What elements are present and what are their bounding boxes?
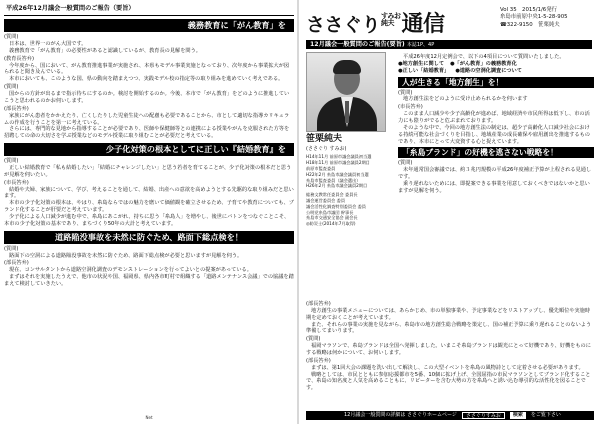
intro-text: 平成26年度12月定例会で、以下の4項目について質問いたしました。: [403, 54, 565, 60]
career-item: 糸島市監査委員（議会選出）: [306, 177, 361, 183]
footer-suffix: をご覧下さい: [530, 412, 561, 418]
masthead: [302, 4, 596, 50]
qa-text: 正しい結婚教育で「私も結婚したい」「結婚にチャレンジしたい」と思う若者を育てることが、少子化対策の根本だと思うが見解を伺いたい。: [4, 164, 292, 178]
search-button[interactable]: 検索: [510, 412, 526, 419]
qa-text: 地方創生の事業メニューについては、あらかじめ、市の単独事業や、予定事業などをリストアップし、優先順位や実施時期を定めておくことが考えています。: [306, 307, 591, 321]
profile-name: 笹栗純夫: [306, 134, 343, 144]
career-item: 前原市監査委員: [306, 166, 336, 172]
toc-item: ●正しい「結婚教育」: [398, 67, 450, 74]
issue-info: [500, 7, 568, 29]
role-item: ◎防災士(2014年7月取得): [306, 221, 356, 227]
logo-text-1: ささぐり: [306, 14, 381, 36]
page-fold: [297, 0, 299, 424]
left-page: [4, 4, 294, 420]
portrait-hair: [333, 60, 361, 74]
footer-bar: [306, 411, 594, 420]
section-marriage-education: [4, 158, 294, 228]
toc-item: ●「がん教育」の義務教育化: [450, 60, 517, 67]
role-item: 議会運営委員会 委員: [306, 198, 346, 204]
qa-text: 家族にがん患者をかかえたり、亡くしたりした児童生徒への配慮も必要であることから、市として適切な指導カリキュラムの作成を行うことを第一に考えている。: [4, 112, 290, 126]
career-item: H26年2月 糸島市議会議員2期目: [306, 183, 368, 189]
qa-label: (部長答弁): [4, 260, 29, 267]
section-cancer-education: [4, 34, 294, 140]
qa-text: また、それらの事業の実施を見ながら、糸島市の地方創生総合戦略を策定し、国の補正予算に乗り遅れることのないよう準備してまいります。: [306, 321, 592, 335]
toc-item: ●地方創生に関して: [398, 60, 445, 67]
qa-label: (質問): [306, 336, 321, 343]
profile-reading: (ささぐり すみお): [306, 145, 347, 152]
page-footer: Net: [145, 414, 153, 420]
qa-text: まずは、第1回大会の課題を洗い出して解決し、この大型イベントを糸島の風物詩として定着させる必要があります。: [311, 364, 584, 371]
qa-text: 地方創生法をどのように受け止められるかを伺います: [403, 96, 528, 103]
qa-label: (質問): [398, 160, 413, 167]
qa-text: 福岡マラソンで、糸島ブランドは全国へ発揮しました。いまこそ糸島ブランドは観光にとって好機であり、好機をものにする戦略は何かについて、お伺いします。: [306, 343, 591, 357]
qa-text: 現在、コンサルタントから道路空洞化調査のデモンストレーションを行ってよいとの提案があっている。: [9, 267, 252, 274]
right-page: [302, 4, 596, 420]
toc-row: [398, 68, 594, 75]
qa-label: (質問): [398, 89, 413, 96]
issue-number: Vol 35 2015/1/6発行: [500, 7, 558, 13]
qa-text: このまま人口減少や少子高齢化が進めば、地域経済や市民所得は低下し、市の活力にも陰りがでると危ぶまれております。: [398, 111, 590, 125]
qa-text: さらには、専門的な見地から指導することが必要であり、医師や保健師等との連携による授業やがんを克服された方等を招聘しての命の大切さを学ぶ授業などのモデル授業に取り組むことが必要だと考えている。: [4, 126, 290, 140]
section-brand-strategy: [306, 300, 594, 392]
career-item: H18年11月 前原市議会議員2期目: [306, 160, 370, 166]
qa-text: 戦略としては、市民とともに参加応援都市を5番、10個に拡げ上げ、全国屈指の市民マラソンとしてブランド化することで、糸島の知名度と人気を高めることもに、リピーターを含む大勢の方を糸島へと誘い込む導引的な活性化を図ることです。: [306, 371, 591, 392]
roles-list: [306, 192, 394, 227]
qa-text: まずはそれを実施したうえで、他市の状況や国、福岡県、県内各市町村で組織する「道路メンテナンス会議」での協議を踏まえて検討していきたい。: [4, 274, 294, 287]
role-item: 議会活性化調査特別委員会 委員: [306, 203, 366, 209]
qa-label: (質問): [4, 245, 19, 252]
qa-label: (市長答弁): [4, 179, 29, 186]
report-title-bar: [306, 40, 592, 49]
logo-small-2: 純夫: [381, 18, 395, 27]
report-subtitle: 本誌1P、4P: [406, 42, 435, 48]
logo-small-1: すみお: [381, 11, 401, 20]
logo-text-2: 通信: [401, 11, 445, 37]
logo-small-text: [381, 12, 401, 26]
career-item: H14年11月 前原市議会議員初当選: [306, 154, 372, 160]
toc-item: ●道路の空洞化調査について: [455, 67, 522, 74]
qa-label: (市長答弁): [398, 104, 423, 111]
section-banner-road-inspection: 道路陥没事故を未然に防ぐため、路面下総点検を！: [4, 231, 294, 244]
footer-text: 12月議会一般質問の詳細は ささぐりホームページ: [344, 412, 457, 418]
qa-label: (質問): [4, 34, 19, 41]
qa-text: 日本は、世界一のがん大国です。: [9, 41, 87, 48]
qa-text: 義務教育で「がん教育」の必要性があると認識しているが、教育長の見解を問う。: [9, 47, 201, 54]
qa-label: (部長答弁): [306, 301, 331, 307]
career-item: H22年2月 糸島市議会議員初当選: [306, 171, 369, 177]
qa-label: (質問): [4, 158, 19, 165]
portrait-photo: [306, 52, 386, 132]
qa-text: そのような中で、今回の地方創生法の制定は、超少子高齢化人口減少社会における持続可能な社会づくりを目指し、地域産業の成長確保や雇用創出を推進するものであり、本市にとって大変資する心と捉えています。: [398, 124, 590, 145]
qa-text: 乗り遅れないためには、即提案できる事業を用意しておくべきではないかと思いますが見解を伺う。: [398, 181, 590, 194]
career-list: [306, 154, 394, 189]
role-item: 糸島市交通安全協会 副会長: [306, 215, 358, 221]
section-road-inspection: [4, 246, 294, 288]
toc-row: [398, 61, 594, 68]
phone: ☎322-9150 笹栗純夫: [500, 21, 560, 28]
qa-label: (教育長答弁): [4, 55, 34, 62]
section-banner-itoshima-brand: 「糸島ブランド」の好機を逃さない戦略を！: [398, 147, 594, 158]
qa-text: 国からの方針が出るまで指示待ちにするのか。検討を開始するのか。今後、本市で「がん教育」をどのように推進していこうと思われるのかお伺いします。: [4, 91, 290, 104]
qa-label: (部長答弁): [306, 357, 331, 364]
qa-text: 今年度から、国において、がん教育推進事業が実施され、本県もモデル事業実施となっており、次年度から事業拡大が図られると聞き及んでいる。: [4, 62, 290, 76]
qa-text: 本市の少子化対策の根本は、やはり、糸島ならではの魅力を磨いて価値観を確立させるため、子育てや教育についても、ブランド化することが肝要だと考えています。: [4, 200, 294, 214]
section-banner-marriage-education: 少子化対策の根本としてに正しい『結婚教育』を: [4, 143, 294, 156]
qa-label: (部長答弁): [4, 105, 29, 112]
qa-text: 少子化による人口減少が進む中で、糸島にあこがれ、持ちに思う「糸島人」を増やし、後世にバトンをつなぐことこそ、本市の少子化対策の基本であり、まちづくり50年の大計と考えています。: [4, 213, 290, 227]
report-title: 12月議会一般質問のご報告(要旨): [310, 41, 405, 48]
role-item: 公明党糸島市議団 幹事長: [306, 209, 354, 215]
newsletter-logo: [306, 10, 445, 39]
section-banner-cancer-education: 義務教育に「がん教育」を: [4, 19, 294, 32]
role-item: 総務文教常任委員会 委員長: [306, 192, 358, 198]
qa-text: 本市においても、このような国、県の動向を踏まえつつ、実践モデル校の指定等の取り組みを進めていく考えである。: [9, 76, 284, 83]
qa-text: 未年通常国会審議では、約３兆円規模の平成26年度補正予算が上程される見通しです。: [398, 167, 592, 181]
qa-text: 結婚や夫婦、家族について、学び、考えることを通して、結婚、出産への意欲を高めようとする先駆的な取り組みだと思います。: [4, 186, 294, 200]
homepage-link[interactable]: ささぐりすみお: [462, 412, 505, 419]
page-header: 平成26年12月議会一般質問のご報告（要旨）: [4, 4, 294, 16]
section-banner-regional-revitalization: 人が生きる「地方創生」を！: [398, 77, 594, 88]
portrait-tie: [345, 101, 349, 123]
qa-text: 路面下の空洞による道路陥没事故を未然に防ぐため、路面下総点検が必要と思いますが見解を伺う。: [9, 252, 243, 259]
qa-label: (質問): [4, 84, 19, 91]
address: 糸島市前原中央1-5-28-905: [500, 14, 568, 21]
